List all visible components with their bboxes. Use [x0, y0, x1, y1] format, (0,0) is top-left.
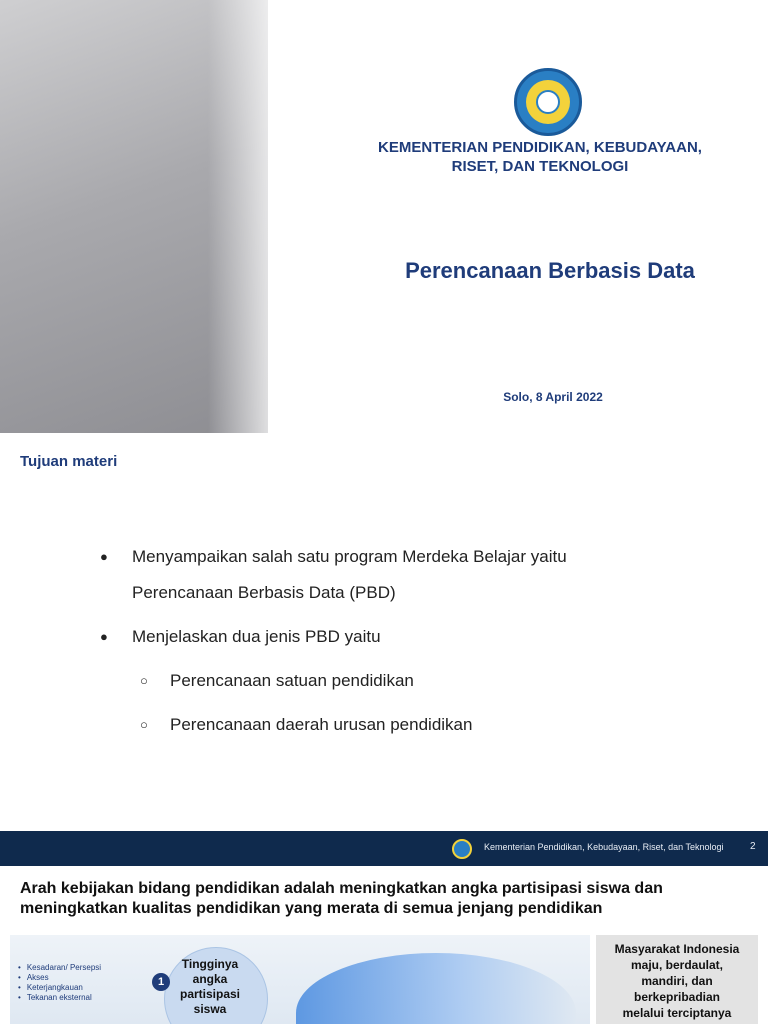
bullet-item: ● Menyampaikan salah satu program Merdeka Belajar yaitu Perencanaan Berbasis Data (PBD) [100, 539, 740, 611]
list-item: • Akses [18, 973, 101, 983]
bullet-item: ● Menjelaskan dua jenis PBD yaitu [100, 619, 740, 655]
slide-header-bar [0, 831, 768, 866]
page-number: 2 [750, 841, 756, 852]
presentation-date: Solo, 8 April 2022 [503, 390, 603, 404]
header-ministry-text: Kementerian Pendidikan, Kebudayaan, Riset, dan Teknologi [484, 842, 724, 852]
ministry-name [340, 138, 740, 176]
list-item: • Kesadaran/ Persepsi [18, 963, 101, 973]
list-item: • Keterjangkauan [18, 983, 101, 993]
hands-photo [0, 0, 268, 433]
slide-heading: Tujuan materi [20, 453, 118, 470]
sub-bullet-item: ○ Perencanaan satuan pendidikan [100, 663, 740, 699]
list-item: • Tekanan eksternal [18, 993, 101, 1003]
vision-box: Masyarakat Indonesia maju, berdaulat, mandiri, dan berkepribadian melalui terciptanya [596, 935, 758, 1024]
participation-label: Tingginya angka partisipasi siswa [179, 957, 241, 1016]
presentation-title: Perencanaan Berbasis Data [405, 258, 695, 283]
policy-slide [0, 831, 768, 1024]
objectives-slide [0, 433, 768, 831]
step-number-badge: 1 [152, 973, 170, 991]
sub-bullet-item: ○ Perencanaan daerah urusan pendidikan [100, 707, 740, 743]
factor-list [18, 963, 101, 1003]
ministry-logo-icon [452, 839, 472, 859]
bullet-list [100, 539, 740, 743]
ministry-line-1: KEMENTERIAN PENDIDIKAN, KEBUDAYAAN, [378, 139, 702, 156]
slide-headline: Arah kebijakan bidang pendidikan adalah meningkatkan angka partisipasi siswa dan meningkatkan kualitas pendidikan yang merata di semua jenjang pendidikan [20, 880, 663, 917]
ministry-logo-icon [514, 68, 582, 136]
title-slide [0, 0, 768, 433]
ministry-line-2: RISET, DAN TEKNOLOGI [451, 158, 629, 175]
